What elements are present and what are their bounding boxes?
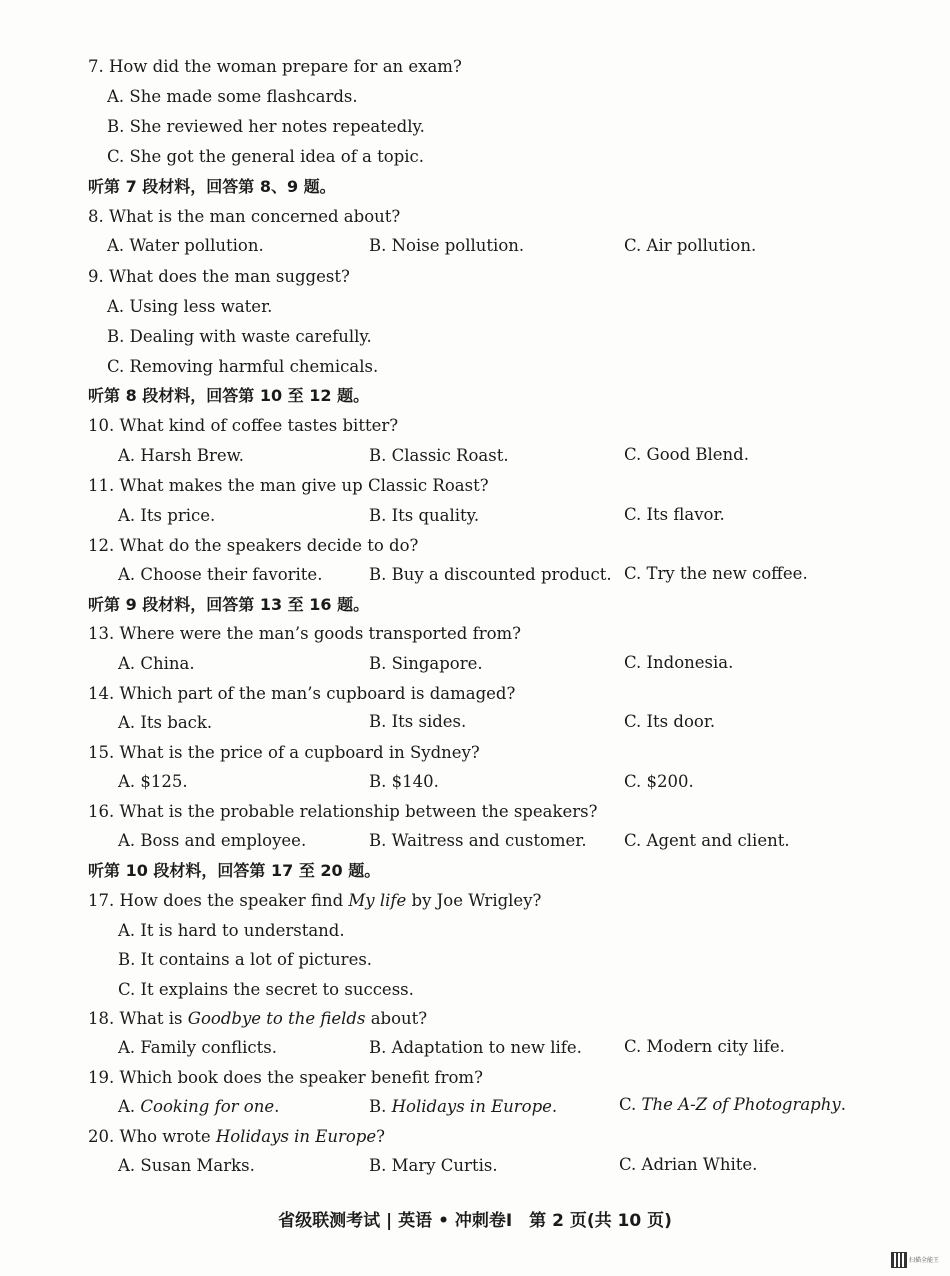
question-19-option-a [118, 1096, 279, 1118]
scanner-watermark: 扫描全能王 [909, 1257, 940, 1264]
question-18-option-c: C. Modern city life. [624, 1037, 785, 1056]
question-20-option-b: B. Mary Curtis. [369, 1156, 498, 1175]
question-18-stem [88, 1008, 427, 1030]
question-18-option-a: A. Family conflicts. [118, 1038, 278, 1057]
question-9-stem: 9. What does the man suggest? [88, 267, 350, 286]
question-15-option-a: A. $125. [118, 772, 188, 791]
question-7-option-c: C. She got the general idea of a topic. [107, 147, 425, 166]
question-13-option-b: B. Singapore. [369, 654, 483, 673]
question-11-option-c: C. Its flavor. [624, 505, 725, 524]
question-14-option-c: C. Its door. [624, 712, 716, 731]
section-7-heading: 听第 7 段材料，回答第 8、9 题。 [88, 177, 336, 196]
question-16-option-a: A. Boss and employee. [118, 831, 307, 850]
question-8-option-a: A. Water pollution. [107, 236, 264, 255]
question-18-stem-text: about? [365, 1009, 428, 1028]
question-17-stem-text: 17. How does the speaker find [88, 891, 349, 910]
option-letter: C. [619, 1095, 642, 1114]
question-10-option-a: A. Harsh Brew. [118, 446, 245, 465]
option-punct: . [274, 1097, 280, 1116]
question-19-option-b [369, 1096, 557, 1118]
book-title: My life [348, 891, 407, 910]
section-9-heading: 听第 9 段材料，回答第 13 至 16 题。 [88, 595, 370, 614]
question-10-stem: 10. What kind of coffee tastes bitter? [88, 416, 399, 435]
question-17-stem-text: by Joe Wrigley? [406, 891, 542, 910]
question-19-option-c [619, 1094, 846, 1116]
question-15-stem: 15. What is the price of a cupboard in Sydney? [88, 743, 480, 762]
book-title: Holidays in Europe [391, 1097, 552, 1116]
question-16-stem: 16. What is the probable relationship between the speakers? [88, 802, 598, 821]
book-title: Holidays in Europe [215, 1127, 377, 1146]
question-17-stem [88, 890, 541, 912]
question-7-option-b: B. She reviewed her notes repeatedly. [107, 117, 425, 136]
section-8-heading: 听第 8 段材料，回答第 10 至 12 题。 [88, 386, 370, 405]
question-18-option-b: B. Adaptation to new life. [369, 1038, 582, 1057]
question-17-option-b: B. It contains a lot of pictures. [118, 950, 373, 969]
book-title: Cooking for one [140, 1097, 275, 1116]
question-16-option-c: C. Agent and client. [624, 831, 790, 850]
question-11-stem: 11. What makes the man give up Classic Roast? [88, 476, 489, 495]
question-8-option-c: C. Air pollution. [624, 236, 757, 255]
question-14-option-a: A. Its back. [118, 713, 213, 732]
question-7-stem: 7. How did the woman prepare for an exam? [88, 57, 462, 76]
question-12-option-b: B. Buy a discounted product. [369, 565, 612, 584]
question-13-option-c: C. Indonesia. [624, 653, 734, 672]
question-19-stem: 19. Which book does the speaker benefit from? [88, 1068, 483, 1087]
question-10-option-b: B. Classic Roast. [369, 446, 509, 465]
question-20-stem-text: ? [376, 1127, 385, 1146]
qr-code-icon [891, 1252, 907, 1268]
page-footer: 省级联测考试 | 英语 • 冲刺卷Ⅰ 第 2 页(共 10 页) [278, 1211, 672, 1231]
question-11-option-b: B. Its quality. [369, 506, 480, 525]
question-18-stem-text: 18. What is [88, 1009, 188, 1028]
question-14-option-b: B. Its sides. [369, 712, 467, 731]
question-9-option-b: B. Dealing with waste carefully. [107, 327, 372, 346]
question-7-option-a: A. She made some flashcards. [107, 87, 358, 106]
question-10-option-c: C. Good Blend. [624, 445, 749, 464]
question-14-stem: 14. Which part of the man’s cupboard is damaged? [88, 684, 516, 703]
question-12-stem: 12. What do the speakers decide to do? [88, 536, 419, 555]
question-13-option-a: A. China. [118, 654, 195, 673]
question-15-option-c: C. $200. [624, 772, 694, 791]
question-17-option-c: C. It explains the secret to success. [118, 980, 414, 999]
section-10-heading: 听第 10 段材料，回答第 17 至 20 题。 [88, 861, 381, 880]
option-punct: . [551, 1097, 558, 1116]
question-13-stem: 13. Where were the man’s goods transported from? [88, 624, 522, 643]
option-letter: A. [118, 1097, 141, 1116]
question-20-stem [88, 1126, 385, 1148]
question-17-option-a: A. It is hard to understand. [118, 921, 345, 940]
book-title: Goodbye to the fields [187, 1009, 366, 1028]
question-20-option-a: A. Susan Marks. [118, 1156, 255, 1175]
question-16-option-b: B. Waitress and customer. [369, 831, 587, 850]
question-12-option-a: A. Choose their favorite. [118, 565, 323, 584]
question-8-option-b: B. Noise pollution. [369, 236, 525, 255]
question-9-option-c: C. Removing harmful chemicals. [107, 357, 379, 376]
book-title: The A-Z of Photography [641, 1095, 841, 1114]
question-12-option-c: C. Try the new coffee. [624, 564, 808, 583]
question-9-option-a: A. Using less water. [107, 297, 273, 316]
question-8-stem: 8. What is the man concerned about? [88, 207, 401, 226]
option-punct: . [840, 1095, 846, 1114]
question-11-option-a: A. Its price. [118, 506, 216, 525]
question-20-stem-text: 20. Who wrote [88, 1127, 216, 1146]
option-letter: B. [369, 1097, 392, 1116]
question-15-option-b: B. $140. [369, 772, 439, 791]
question-20-option-c: C. Adrian White. [619, 1155, 758, 1174]
